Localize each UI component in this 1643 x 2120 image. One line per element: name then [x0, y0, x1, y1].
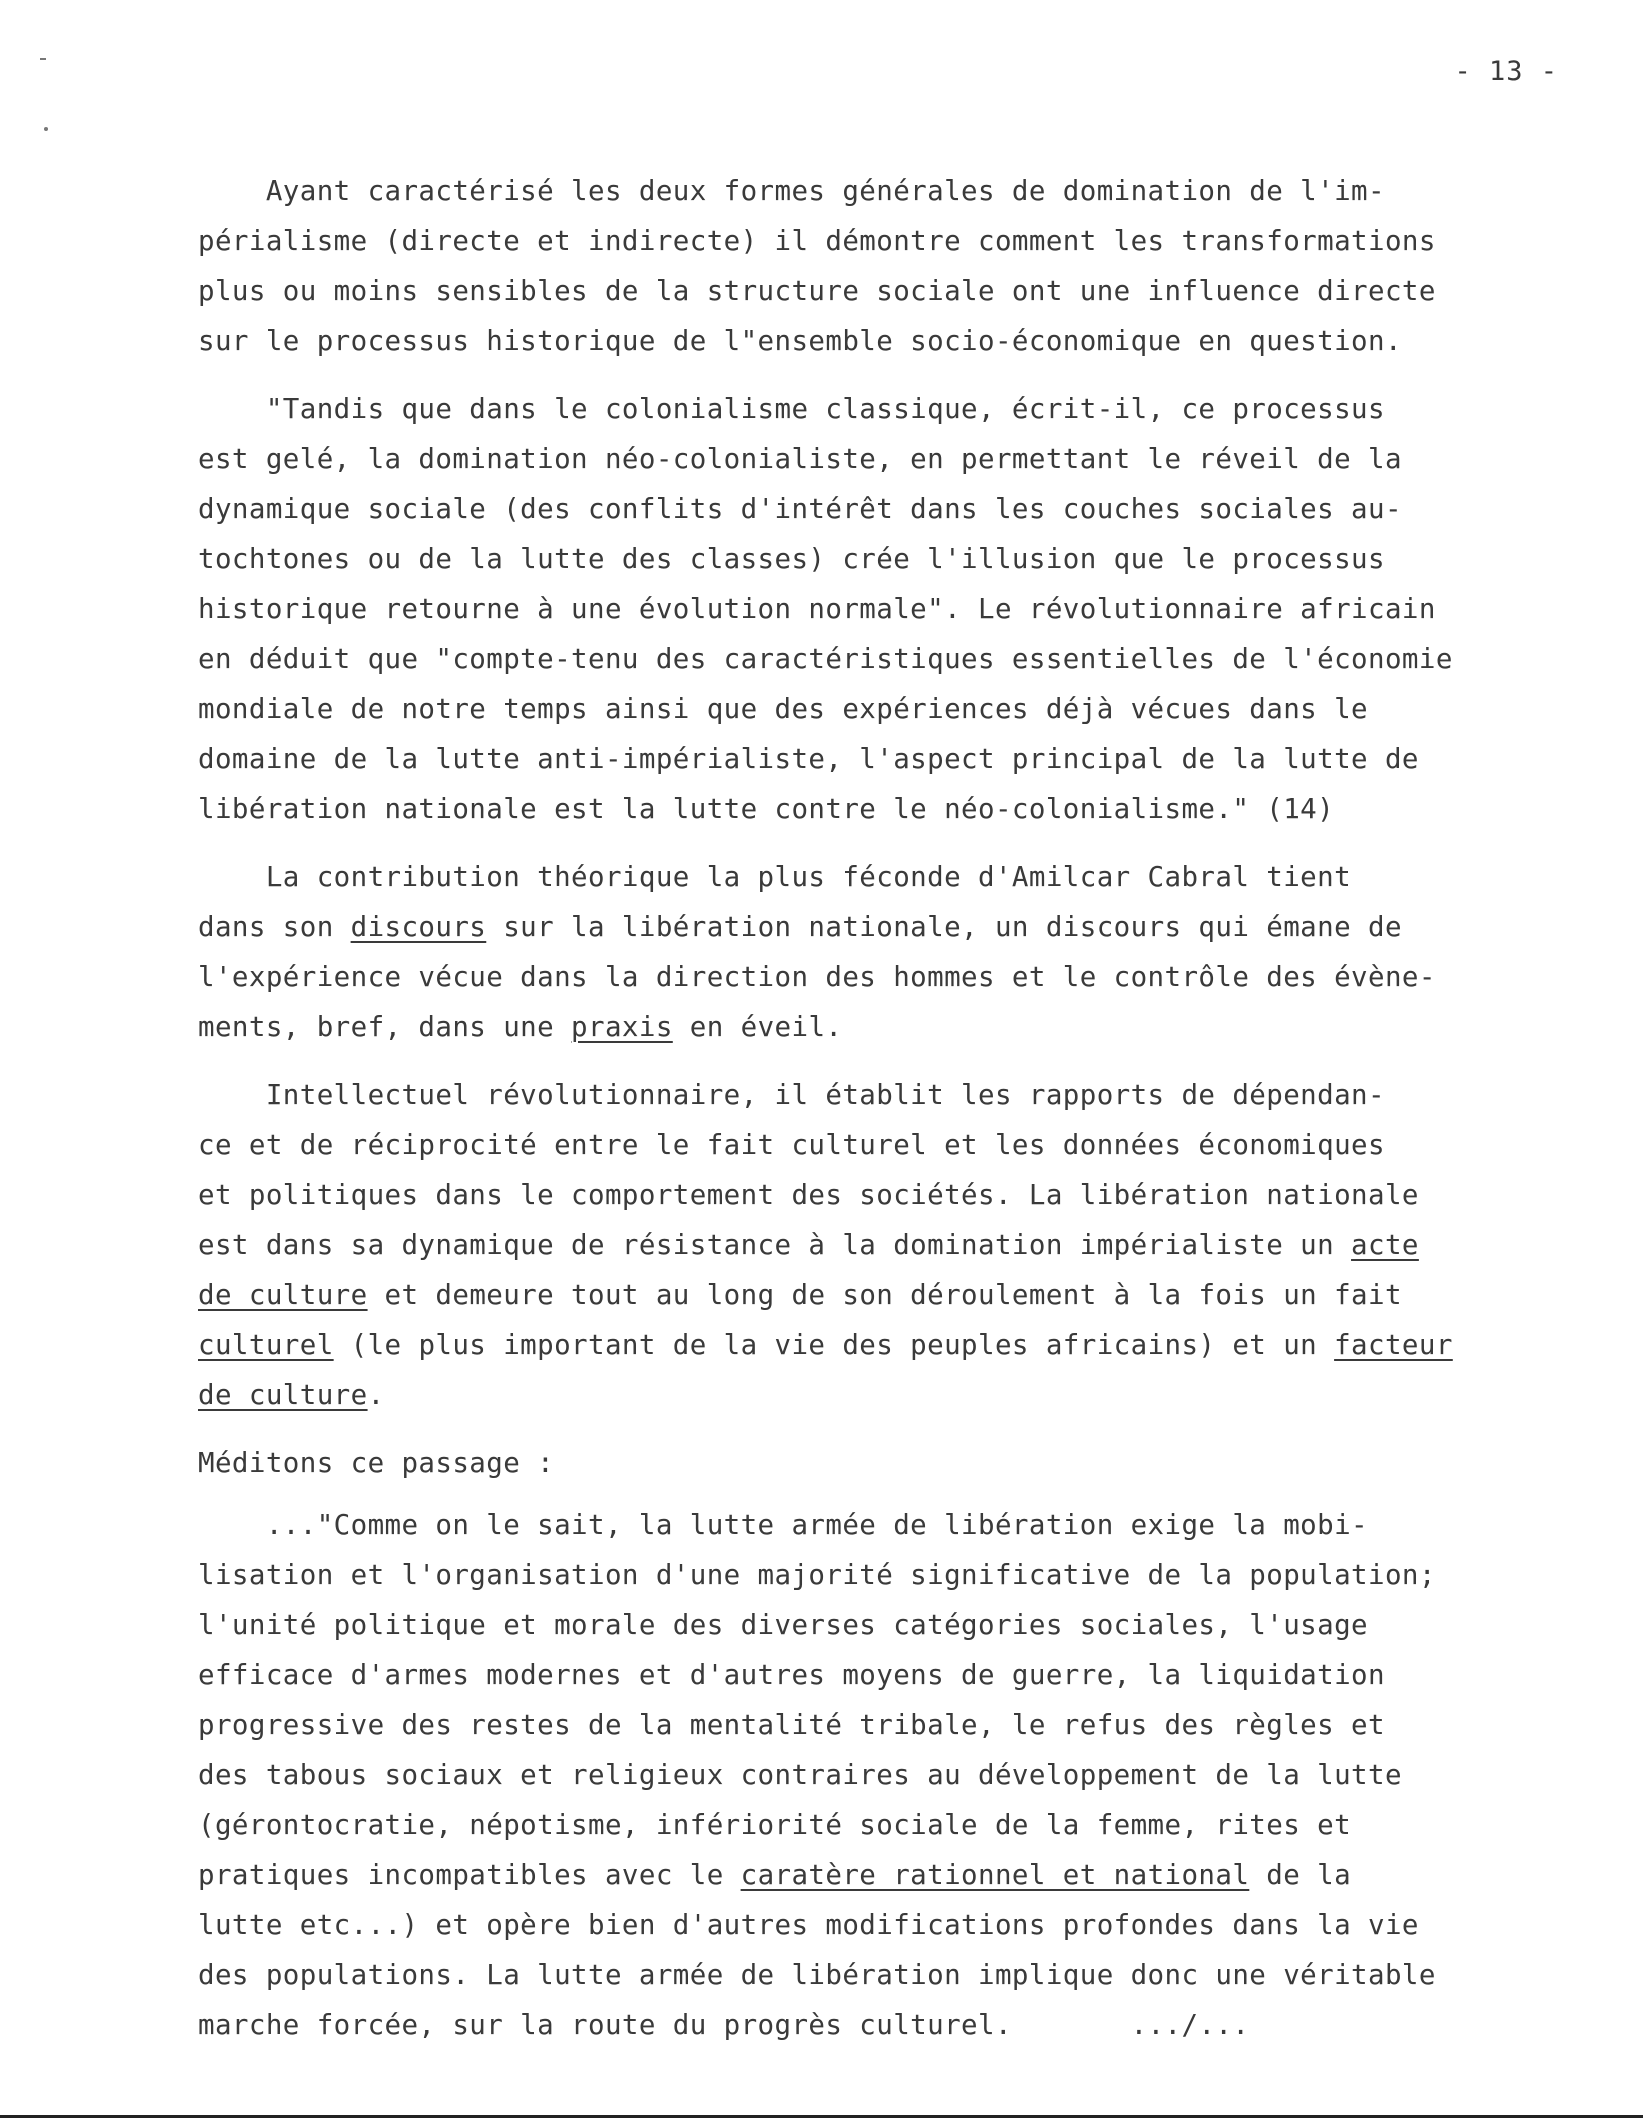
text-span: est dans sa dynamique de résistance à la domination impérialiste un	[198, 1229, 1352, 1261]
text-span: ments, bref, dans une	[198, 1011, 572, 1043]
text-line: lutte etc...) et opère bien d'autres modifications profondes dans la vie	[198, 1909, 1419, 1941]
text-line	[198, 902, 1638, 952]
text-span: en éveil.	[672, 1011, 843, 1043]
margin-mark	[40, 58, 46, 60]
text-line: "Tandis que dans le colonialisme classique, écrit-il, ce processus	[198, 393, 1385, 425]
text-line	[198, 1002, 1638, 1052]
text-line: progressive des restes de la mentalité tribale, le refus des règles et	[198, 1709, 1385, 1741]
page-bottom-edge	[0, 2115, 1643, 2118]
text-line: efficace d'armes modernes et d'autres moyens de guerre, la liquidation	[198, 1659, 1385, 1691]
text-line: libération nationale est la lutte contre le néo-colonialisme." (14)	[198, 793, 1335, 825]
underlined-term: acte	[1351, 1229, 1419, 1261]
text-line: lisation et l'organisation d'une majorité significative de la population;	[198, 1559, 1436, 1591]
underlined-term: discours	[350, 911, 487, 943]
text-span: de la	[1249, 1859, 1352, 1891]
text-line	[198, 1270, 1638, 1320]
text-line: domaine de la lutte anti-impérialiste, l'aspect principal de la lutte de	[198, 743, 1419, 775]
text-line: l'expérience vécue dans la direction des hommes et le contrôle des évène-	[198, 961, 1436, 993]
text-line: ce et de réciprocité entre le fait culturel et les données économiques	[198, 1129, 1385, 1161]
text-span: sur la libération nationale, un discours qui émane de	[486, 911, 1402, 943]
text-span: et demeure tout au long de son déroulement à la fois un fait	[367, 1279, 1402, 1311]
text-line: sur le processus historique de l"ensemble socio-économique en question.	[198, 325, 1402, 357]
text-line	[198, 1220, 1638, 1270]
paragraph-1	[198, 166, 1638, 366]
text-line: La contribution théorique la plus féconde d'Amilcar Cabral tient	[198, 861, 1352, 893]
text-span: marche forcée, sur la route du progrès culturel.	[198, 2009, 1012, 2041]
text-line: tochtones ou de la lutte des classes) crée l'illusion que le processus	[198, 543, 1385, 575]
text-span: (le plus important de la vie des peuples africains) et un	[333, 1329, 1335, 1361]
text-line: Intellectuel révolutionnaire, il établit les rapports de dépendan-	[198, 1079, 1385, 1111]
text-line	[198, 1850, 1638, 1900]
text-line: mondiale de notre temps ainsi que des expériences déjà vécues dans le	[198, 693, 1368, 725]
text-span: .	[367, 1379, 385, 1411]
underlined-term: caratère rationnel et national	[740, 1859, 1250, 1891]
text-line: l'unité politique et morale des diverses catégories sociales, l'usage	[198, 1609, 1368, 1641]
underlined-term: culturel	[198, 1329, 334, 1361]
text-line	[198, 1320, 1638, 1370]
text-line: et politiques dans le comportement des sociétés. La libération nationale	[198, 1179, 1419, 1211]
paragraph-4	[198, 1070, 1638, 1420]
text-line: des populations. La lutte armée de libération implique donc une véritable	[198, 1959, 1436, 1991]
page-number: - 13 -	[1454, 56, 1558, 87]
underlined-term: praxis	[571, 1011, 673, 1043]
text-span: dans son	[198, 911, 351, 943]
paragraph-2	[198, 384, 1638, 834]
continuation-mark: .../...	[1011, 2009, 1250, 2041]
text-line: est gelé, la domination néo-colonialiste, en permettant le réveil de la	[198, 443, 1402, 475]
underlined-term: de culture	[198, 1279, 368, 1311]
intro-line: Méditons ce passage :	[198, 1447, 555, 1479]
text-line: dynamique sociale (des conflits d'intérêt dans les couches sociales au-	[198, 493, 1402, 525]
text-line: historique retourne à une évolution normale". Le révolutionnaire africain	[198, 593, 1436, 625]
underlined-term: de culture	[198, 1379, 368, 1411]
body-text	[198, 166, 1638, 2050]
text-line	[198, 2000, 1638, 2050]
text-line: ..."Comme on le sait, la lutte armée de libération exige la mobi-	[198, 1509, 1368, 1541]
text-span: pratiques incompatibles avec le	[198, 1859, 741, 1891]
margin-dot	[44, 127, 48, 131]
quote-block	[198, 1500, 1638, 2050]
text-line: plus ou moins sensibles de la structure sociale ont une influence directe	[198, 275, 1436, 307]
underlined-term: facteur	[1334, 1329, 1453, 1361]
paragraph-3	[198, 852, 1638, 1052]
text-line: (gérontocratie, népotisme, infériorité sociale de la femme, rites et	[198, 1809, 1352, 1841]
text-line	[198, 1370, 1638, 1420]
text-line: périalisme (directe et indirecte) il démontre comment les transformations	[198, 225, 1436, 257]
text-line: en déduit que "compte-tenu des caractéristiques essentielles de l'économie	[198, 643, 1453, 675]
text-line: des tabous sociaux et religieux contraires au développement de la lutte	[198, 1759, 1402, 1791]
text-line: Ayant caractérisé les deux formes générales de domination de l'im-	[198, 175, 1385, 207]
